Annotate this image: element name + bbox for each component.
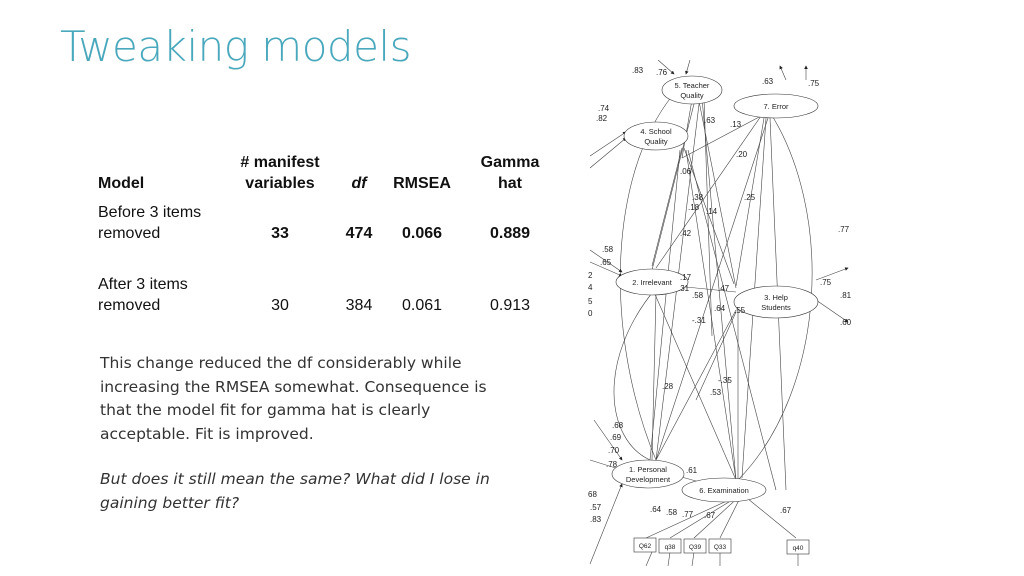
header-manifest-variables: # manifest variables bbox=[240, 154, 320, 192]
cell-rmsea: 0.066 bbox=[401, 225, 443, 242]
table-row bbox=[90, 270, 558, 320]
table-row bbox=[90, 198, 558, 248]
cell-gamma: 0.889 bbox=[489, 225, 531, 242]
svg-text:.58: .58 bbox=[666, 508, 678, 517]
svg-text:0: 0 bbox=[588, 309, 593, 318]
slide-title: Tweaking models bbox=[60, 22, 411, 71]
svg-text:q40: q40 bbox=[792, 545, 804, 552]
svg-text:Q33: Q33 bbox=[713, 544, 727, 551]
svg-text:Q39: Q39 bbox=[688, 544, 702, 551]
svg-text:.67: .67 bbox=[780, 506, 792, 515]
svg-text:.76: .76 bbox=[656, 68, 668, 77]
svg-text:.77: .77 bbox=[682, 510, 694, 519]
svg-text:.17: .17 bbox=[680, 273, 692, 282]
svg-text:1. Personal: 1. Personal bbox=[629, 465, 667, 474]
svg-text:.47: .47 bbox=[718, 284, 730, 293]
svg-text:.63: .63 bbox=[762, 77, 774, 86]
svg-text:.83: .83 bbox=[632, 66, 644, 75]
svg-text:.77: .77 bbox=[838, 225, 850, 234]
cell-manifest: 30 bbox=[271, 297, 289, 314]
svg-text:68: 68 bbox=[588, 490, 597, 499]
svg-text:Quality: Quality bbox=[644, 137, 668, 146]
svg-text:.63: .63 bbox=[704, 116, 716, 125]
svg-text:.58: .58 bbox=[692, 291, 704, 300]
svg-text:.25: .25 bbox=[744, 193, 756, 202]
svg-text:7. Error: 7. Error bbox=[763, 102, 789, 111]
svg-text:6. Examination: 6. Examination bbox=[699, 486, 749, 495]
cell-gamma: 0.913 bbox=[489, 297, 531, 314]
svg-text:.70: .70 bbox=[608, 446, 620, 455]
svg-text:.69: .69 bbox=[610, 433, 622, 442]
header-model: Model bbox=[98, 175, 145, 192]
svg-text:.64: .64 bbox=[650, 505, 662, 514]
svg-text:Students: Students bbox=[761, 303, 791, 312]
header-gamma-hat: Gamma hat bbox=[480, 154, 540, 192]
table-header-row bbox=[90, 148, 558, 198]
svg-text:.20: .20 bbox=[736, 150, 748, 159]
svg-text:.82: .82 bbox=[596, 114, 608, 123]
svg-text:.58: .58 bbox=[602, 245, 614, 254]
svg-text:.18: .18 bbox=[688, 203, 700, 212]
sem-path-diagram bbox=[586, 60, 852, 566]
cell-rmsea: 0.061 bbox=[401, 297, 443, 314]
svg-text:2: 2 bbox=[588, 271, 593, 280]
svg-text:.83: .83 bbox=[590, 515, 602, 524]
factor-help-students bbox=[734, 286, 818, 318]
svg-text:.06: .06 bbox=[680, 167, 692, 176]
svg-text:-.31: -.31 bbox=[692, 316, 706, 325]
note-paragraph: This change reduced the df considerably while increasing the RMSEA somewhat. Consequence is that the model fit for gamma hat is clearly acceptable. Fit is improved. bbox=[100, 354, 487, 443]
svg-text:.53: .53 bbox=[710, 388, 722, 397]
svg-text:2. Irrelevant: 2. Irrelevant bbox=[632, 278, 672, 287]
cell-manifest: 33 bbox=[271, 225, 289, 242]
svg-text:.61: .61 bbox=[686, 466, 698, 475]
svg-text:4. School: 4. School bbox=[640, 127, 672, 136]
svg-text:.55: .55 bbox=[734, 306, 746, 315]
svg-text:.65: .65 bbox=[600, 258, 612, 267]
svg-text:.14: .14 bbox=[706, 207, 718, 216]
svg-text:.31: .31 bbox=[678, 284, 690, 293]
svg-text:.67: .67 bbox=[704, 511, 716, 520]
svg-text:.74: .74 bbox=[598, 104, 610, 113]
svg-text:.42: .42 bbox=[680, 229, 692, 238]
svg-text:.68: .68 bbox=[612, 421, 624, 430]
svg-text:.81: .81 bbox=[840, 291, 852, 300]
header-df: df bbox=[351, 175, 367, 192]
note-question: But does it still mean the same? What did I lose in gaining better fit? bbox=[100, 470, 490, 512]
svg-text:q38: q38 bbox=[664, 544, 676, 551]
svg-text:4: 4 bbox=[588, 283, 593, 292]
cell-df: 384 bbox=[345, 297, 373, 314]
svg-text:3. Help: 3. Help bbox=[764, 293, 788, 302]
svg-text:.13: .13 bbox=[730, 120, 742, 129]
svg-text:.78: .78 bbox=[606, 460, 618, 469]
svg-text:5. Teacher: 5. Teacher bbox=[674, 81, 710, 90]
fit-table bbox=[90, 148, 558, 320]
svg-text:.75: .75 bbox=[820, 278, 832, 287]
svg-text:Q62: Q62 bbox=[638, 543, 652, 550]
header-rmsea: RMSEA bbox=[393, 175, 451, 192]
svg-text:.60: .60 bbox=[840, 318, 852, 327]
svg-text:.38: .38 bbox=[692, 193, 704, 202]
svg-text:.64: .64 bbox=[714, 304, 726, 313]
notes-text bbox=[100, 352, 500, 515]
svg-text:-.35: -.35 bbox=[718, 376, 732, 385]
svg-text:.28: .28 bbox=[662, 382, 674, 391]
svg-text:Quality: Quality bbox=[680, 91, 704, 100]
svg-text:.57: .57 bbox=[590, 503, 602, 512]
cell-df: 474 bbox=[345, 225, 373, 242]
svg-text:Development: Development bbox=[625, 475, 671, 484]
row-label: Before 3 items removed bbox=[98, 204, 202, 242]
svg-text:5: 5 bbox=[588, 297, 593, 306]
svg-text:.75: .75 bbox=[808, 79, 820, 88]
row-label: After 3 items removed bbox=[98, 276, 188, 314]
